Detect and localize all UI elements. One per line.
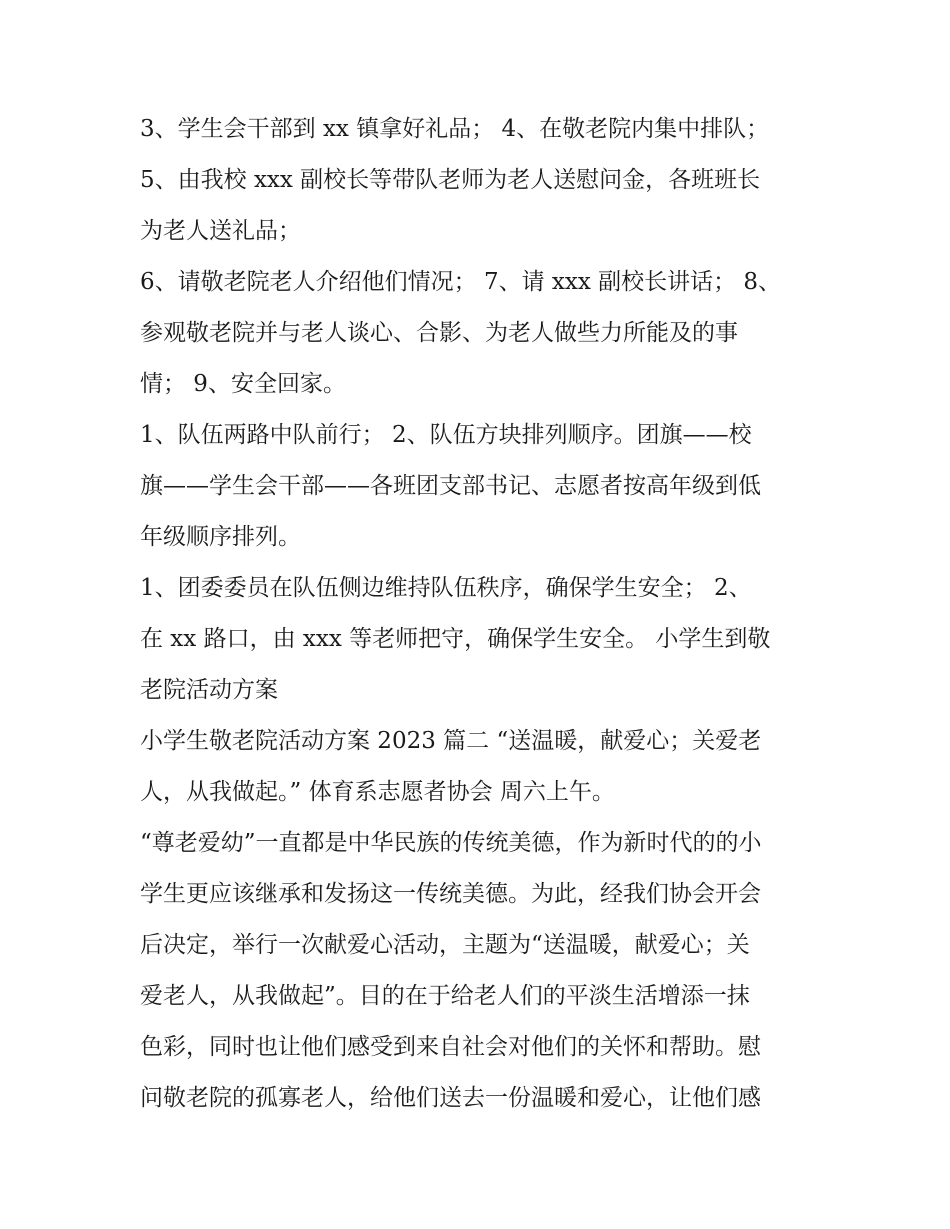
text-line: 5、由我校 xxx 副校长等带队老师为老人送慰问金，各班班长 xyxy=(140,167,761,193)
text-line: 6、请敬老院老人介绍他们情况； 7、请 xxx 副校长讲话； 8、 xyxy=(140,269,782,295)
document-body xyxy=(140,104,820,1124)
text-line: 1、队伍两路中队前行； 2、队伍方块排列顺序。团旗——校 xyxy=(140,422,752,448)
text-line: 后决定，举行一次献爱心活动，主题为“送温暖，献爱心；关 xyxy=(140,932,750,958)
text-line: 小学生敬老院活动方案 2023 篇二 “送温暖，献爱心；关爱老 xyxy=(140,728,762,754)
text-line: 3、学生会干部到 xx 镇拿好礼品； 4、在敬老院内集中排队； xyxy=(140,116,770,142)
text-line: 年级顺序排列。 xyxy=(140,524,301,550)
text-line: 情； 9、安全回家。 xyxy=(140,371,346,397)
text-line: 参观敬老院并与老人谈心、合影、为老人做些力所能及的事 xyxy=(140,320,738,346)
text-line: 问敬老院的孤寡老人，给他们送去一份温暖和爱心，让他们感 xyxy=(140,1085,761,1111)
text-line: 学生更应该继承和发扬这一传统美德。为此，经我们协会开会 xyxy=(140,881,761,907)
text-line: 人，从我做起。” 体育系志愿者协会 周六上午。 xyxy=(140,779,615,805)
text-line: 爱老人，从我做起”。目的在于给老人们的平淡生活增添一抹 xyxy=(140,983,750,1009)
text-line: 旗——学生会干部——各班团支部书记、志愿者按高年级到低 xyxy=(140,473,761,499)
text-line: 色彩，同时也让他们感受到来自社会对他们的关怀和帮助。慰 xyxy=(140,1034,761,1060)
text-line: 老院活动方案 xyxy=(140,677,278,703)
text-line: 1、团委委员在队伍侧边维持队伍秩序，确保学生安全； 2、 xyxy=(140,575,752,601)
text-line: “尊老爱幼”一直都是中华民族的传统美德，作为新时代的的小 xyxy=(140,830,762,856)
text-line: 在 xx 路口，由 xxx 等老师把守，确保学生安全。 小学生到敬 xyxy=(140,626,771,652)
text-line: 为老人送礼品； xyxy=(140,218,301,244)
